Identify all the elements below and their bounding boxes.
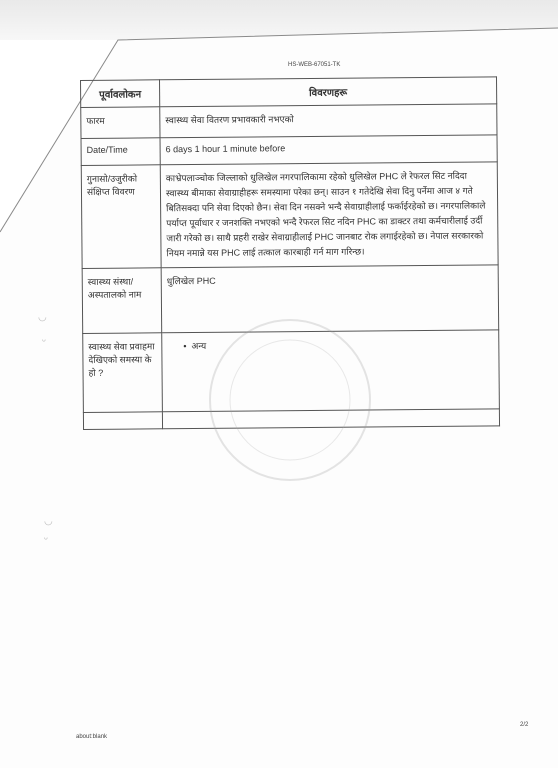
row-label: स्वास्थ्य संस्था/ अस्पतालको नाम (82, 268, 162, 334)
table-row (81, 104, 497, 139)
row-value: 6 days 1 hour 1 minute before (160, 135, 497, 165)
header-details: विवरणहरू (160, 77, 497, 107)
row-label: फारम (81, 107, 160, 139)
faded-stamp-mark (190, 300, 390, 500)
empty-cell (83, 412, 162, 430)
list-item: • अन्य (167, 336, 493, 352)
table-header-row (81, 77, 497, 108)
punch-mark: ◡ (38, 312, 47, 323)
row-value: काभ्रेपलाञ्चोक जिल्लाको धुलिखेल नगरपालिकामा रहेको धुलिखेल PHC ले रेफरल सिट नदिदा स्वास्थ्य बीमाका सेवाग्राहीहरू समस्यामा परेका छन्। साउन १ गतेदेखि सेवा दिनु पर्नेमा आज ४ गते बितिसक्दा पनि सेवा दिएको छैन। सेवा दिन नसक्ने भन्दै सेवाग्राहीलाई फर्काईरहेको छ। नगरपालिकाले पर्याप्त पूर्वाधार र जनशक्ति नभएको भन्दै रेफरल सिट नदिन PHC का डाक्टर तथा कर्मचारीलाई उर्दी जारी गरेको छ। साथै प्रहरी राखेर सेवाग्राहीलाई PHC जानबाट रोक लगाईरहेको छ। नेपाल सरकारको नियम नमान्ने यस PHC लाई तत्काल कारबाही गर्न माग गरिन्छ। (160, 162, 498, 268)
punch-mark: ◡ (44, 516, 53, 527)
row-label: गुनासो/उजुरीको संक्षिप्त विवरण (81, 165, 161, 269)
row-value: धुलिखेल PHC (161, 265, 499, 333)
table-row (81, 135, 497, 166)
punch-mark: ᵕ (44, 534, 48, 545)
punch-mark: ᵕ (42, 336, 46, 347)
header-preview: पूर्वावलोकन (81, 80, 160, 108)
row-value: स्वास्थ्य सेवा वितरण प्रभावकारी नभएको (160, 104, 497, 138)
footer-url: about:blank (76, 734, 108, 740)
row-label: स्वास्थ्य सेवा प्रवाहमा देखिएको समस्या के हो ? (83, 333, 163, 413)
document-id: HS-WEB-67051-TK (288, 62, 341, 68)
page-number: 2/2 (520, 722, 529, 728)
row-label: Date/Time (81, 138, 160, 166)
table-row (81, 162, 498, 269)
